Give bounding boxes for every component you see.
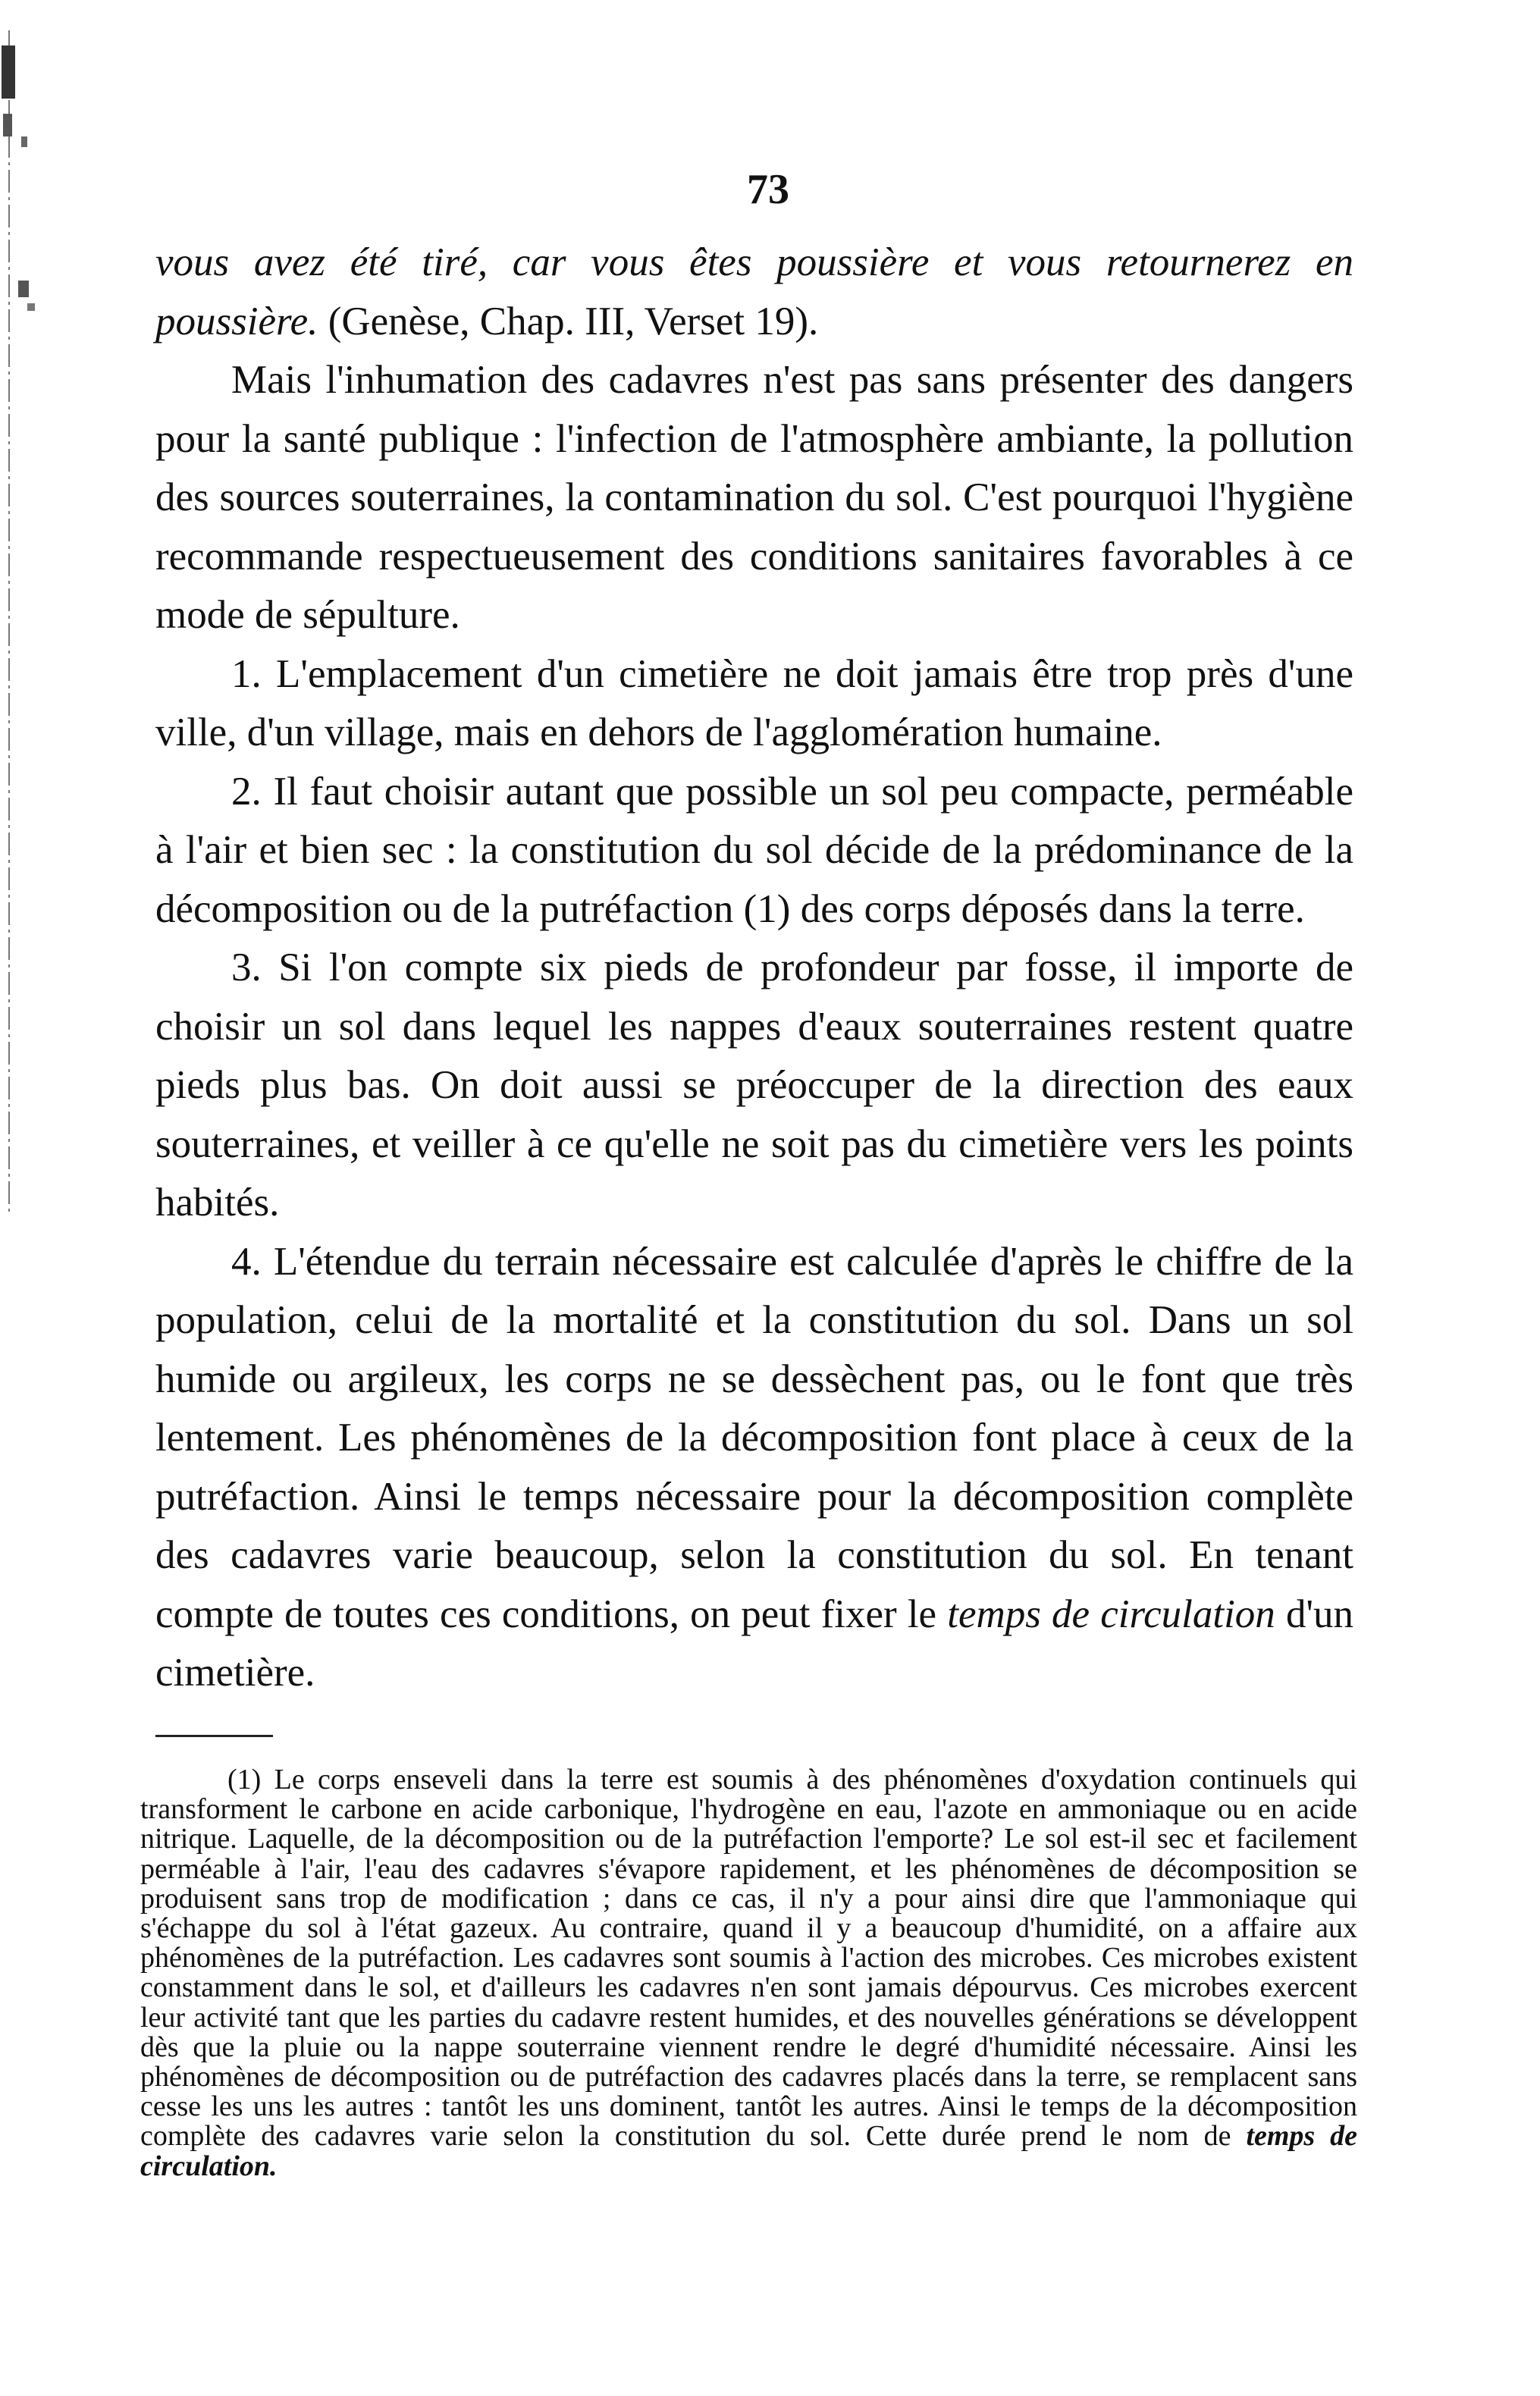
footnote: [140, 1765, 1357, 2181]
paragraph-point-1: 1. L'emplacement d'un cimetière ne doit jamais être trop près d'une ville, d'un village, mais en dehors de l'agglomération humaine.: [155, 651, 1353, 754]
paragraph-point-4: [155, 1233, 1353, 1703]
paragraph-point-3: 3. Si l'on compte six pieds de profondeur par fosse, il importe de choisir un sol dans lequel les nappes d'eaux souterraines restent quatre pieds plus bas. On doit aussi se préoccuper de la direction des eaux souterraines, et veiller à ce qu'elle ne soit pas du cimetière vers les points habités.: [155, 946, 1353, 1225]
italic-term: temps de circulation: [947, 1592, 1275, 1636]
point-4-text: 4. L'étendue du terrain nécessaire est calculée d'après le chiffre de la population, celui de la mortalité et la constitution du sol. Dans un sol humide ou argileux, les corps ne se dessèchent pas, ou le font que très lentement. Les phénomènes de la décomposition font place à ceux de la putréfaction. Ainsi le temps nécessaire pour la décomposition complète des cadavres varie beaucoup, selon la constitution du sol. En tenant compte de toutes ces conditions, on peut fixer le: [155, 1239, 1353, 1636]
point-2-text: 2. Il faut choisir autant que possible un sol peu compacte, perméable à l'air et bien sec : la constitution du sol décide de la prédominance de la décomposition ou de la putréfaction: [155, 769, 1353, 931]
footnote-body: (1) Le corps enseveli dans la terre est soumis à des phénomènes d'oxydation continuels qui transforment le carbone en acide carbonique, l'hydrogène en eau, l'azote en ammoniaque ou en acide nitrique. Laquelle, de la décomposition ou de la putréfaction l'emporte? Le sol est-il sec et facilement perméable à l'air, l'eau des cadavres s'évapore rapidement, et les phénomènes de décomposition se produisent sans trop de modification ; dans ce cas, il n'y a pour ainsi dire que l'ammoniaque qui s'échappe du sol à l'état gazeux. Au contraire, quand il y a beaucoup d'humidité, on a affaire aux phénomènes de la putréfaction. Les cadavres sont soumis à l'action des microbes. Ces microbes existent constamment dans le sol, et d'ailleurs les cadavres n'en sont jamais dépourvus. Ces microbes exercent leur activité tant que les parties du cadavre restent humides, et des nouvelles générations se développent dès que la pluie ou la nappe souterraine viennent rendre le degré d'humidité nécessaire. Ainsi les phénomènes de décomposition ou de putréfaction des cadavres placés dans la terre, se remplacent sans cesse les uns les autres : tantôt les uns dominent, tantôt les autres. Ainsi le temps de la décomposition complète des cadavres varie selon la constitution du sol. Cette durée prend le nom de: [140, 1764, 1357, 2153]
page-number: 73: [747, 166, 789, 213]
main-text: [155, 234, 1353, 1703]
italic-quote: vous avez été tiré, car vous êtes poussière et vous retournerez en poussière.: [155, 240, 1353, 343]
paragraph-continuation: [155, 234, 1353, 351]
paragraph-point-2: [155, 763, 1353, 939]
bible-reference: (Genèse, Chap. III, Verset 19).: [328, 299, 819, 343]
point-2-text-end: des corps déposés dans la terre.: [800, 886, 1305, 931]
point-4-text-end: d'un cimetière.: [155, 1592, 1354, 1695]
footnote-reference: (1): [743, 886, 791, 931]
footnote-text: [140, 1765, 1357, 2181]
footnote-divider: [155, 1735, 273, 1737]
paragraph-dangers: Mais l'inhumation des cadavres n'est pas sans présenter des dangers pour la santé publique : l'infection de l'atmosphère ambiante, la pollution des sources souterraines, la contamination du sol. C'est pourquoi l'hygiène recommande respectueusement des conditions sanitaires favorables à ce mode de sépulture.: [155, 358, 1353, 637]
margin-scan-artifact: [0, 30, 68, 1213]
footnote-italic-term: temps de circulation.: [140, 2120, 1357, 2182]
